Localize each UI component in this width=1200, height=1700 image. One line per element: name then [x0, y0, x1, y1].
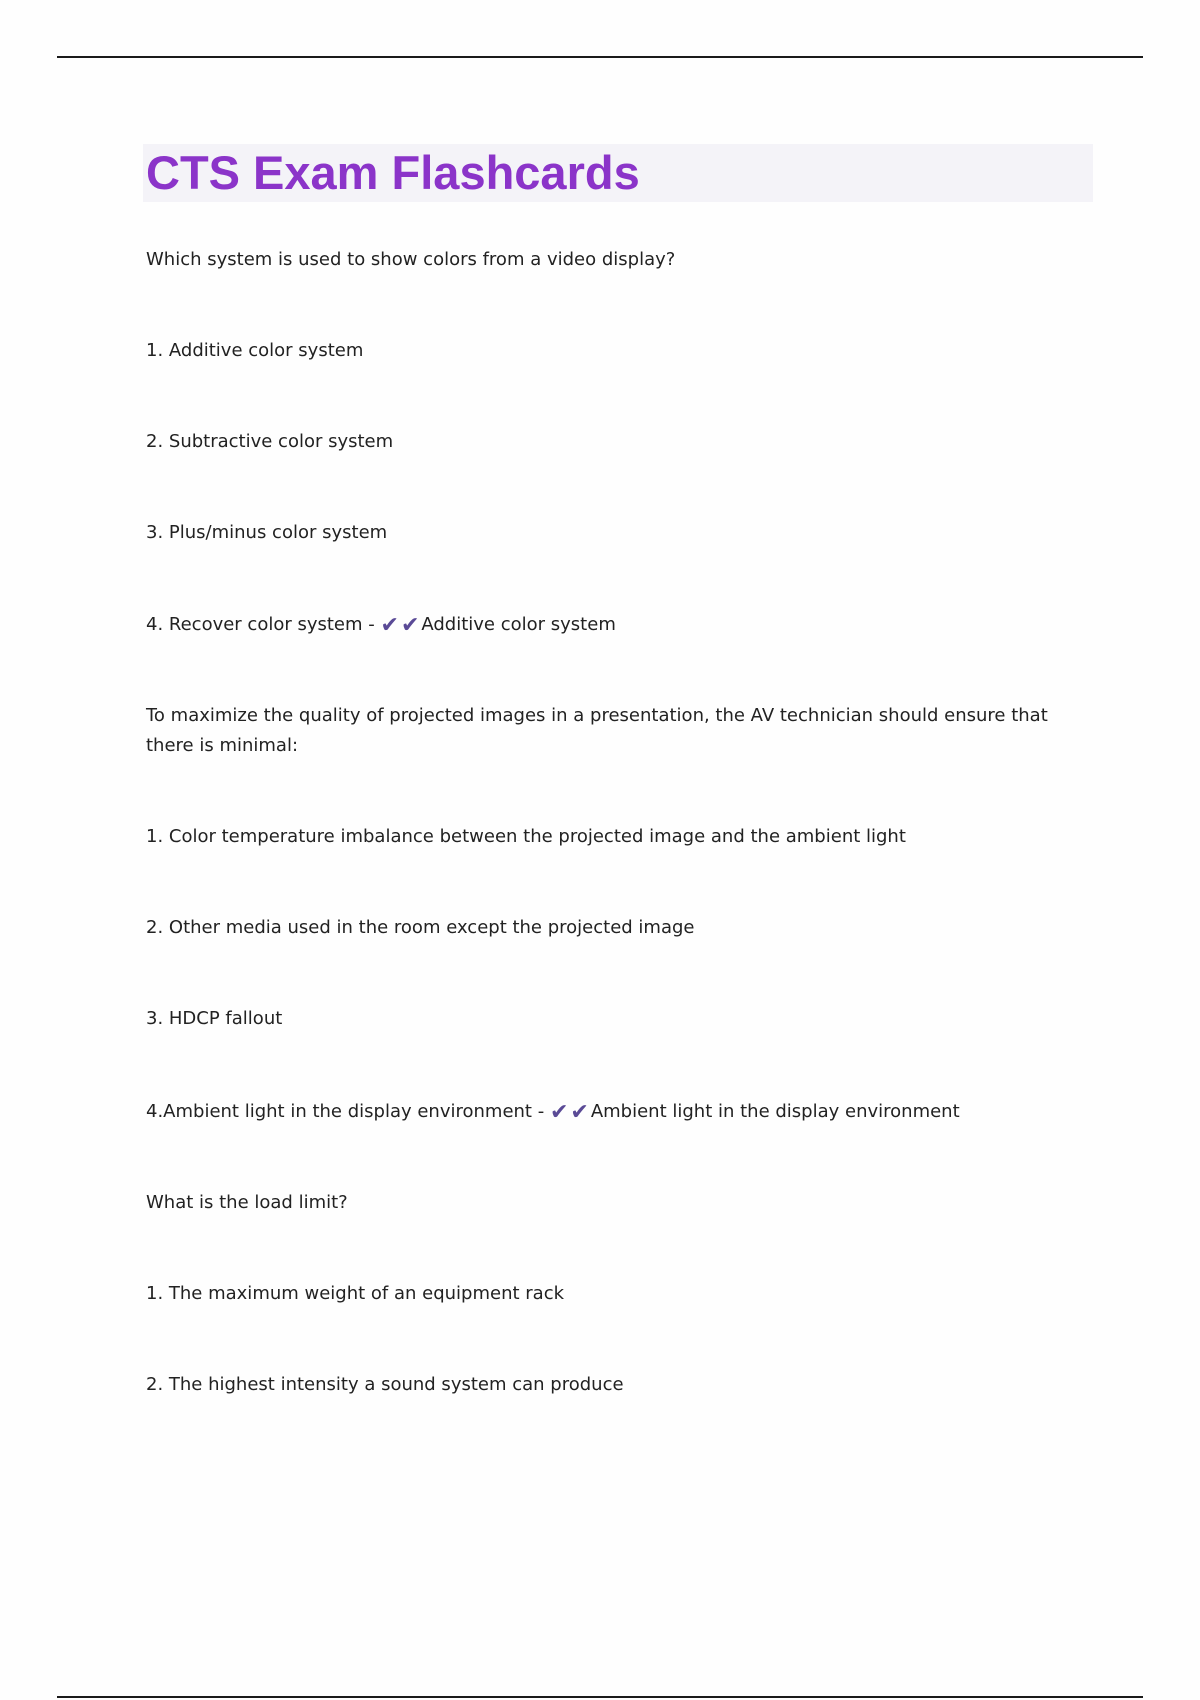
card-3-option-2: 2. The highest intensity a sound system can produce — [146, 1374, 624, 1395]
card-1-option-4: 4. Recover color system - — [146, 614, 375, 635]
checkmark-icon: ✔ — [549, 1100, 569, 1125]
card-1-option-4-row — [146, 610, 1066, 640]
card-1-option-3: 3. Plus/minus color system — [146, 522, 388, 543]
card-3-option-1: 1. The maximum weight of an equipment rack — [146, 1283, 565, 1304]
card-1-option-1: 1. Additive color system — [146, 340, 364, 361]
card-2-option-2: 2. Other media used in the room except the projected image — [146, 917, 695, 938]
card-2-answer: Ambient light in the display environment — [590, 1101, 960, 1122]
question-2: To maximize the quality of projected images in a presentation, the AV technician should ensure that there is minimal: — [146, 705, 1048, 756]
top-rule — [57, 56, 1143, 58]
question-3: What is the load limit? — [146, 1192, 348, 1213]
page-title: CTS Exam Flashcards — [146, 146, 640, 199]
question-1: Which system is used to show colors from a video display? — [146, 249, 676, 270]
card-2-option-3: 3. HDCP fallout — [146, 1008, 283, 1029]
checkmark-icon: ✔ — [570, 1100, 589, 1125]
checkmark-icon: ✔ — [380, 613, 399, 638]
card-1-answer: Additive color system — [421, 614, 616, 635]
card-2-option-4: 4.Ambient light in the display environment - — [146, 1101, 545, 1122]
card-1-option-2: 2. Subtractive color system — [146, 431, 394, 452]
bottom-rule — [57, 1696, 1143, 1698]
checkmark-icon: ✔ — [400, 613, 420, 638]
card-2-option-1: 1. Color temperature imbalance between the projected image and the ambient light — [146, 826, 906, 847]
card-2-option-4-row — [146, 1097, 1066, 1127]
